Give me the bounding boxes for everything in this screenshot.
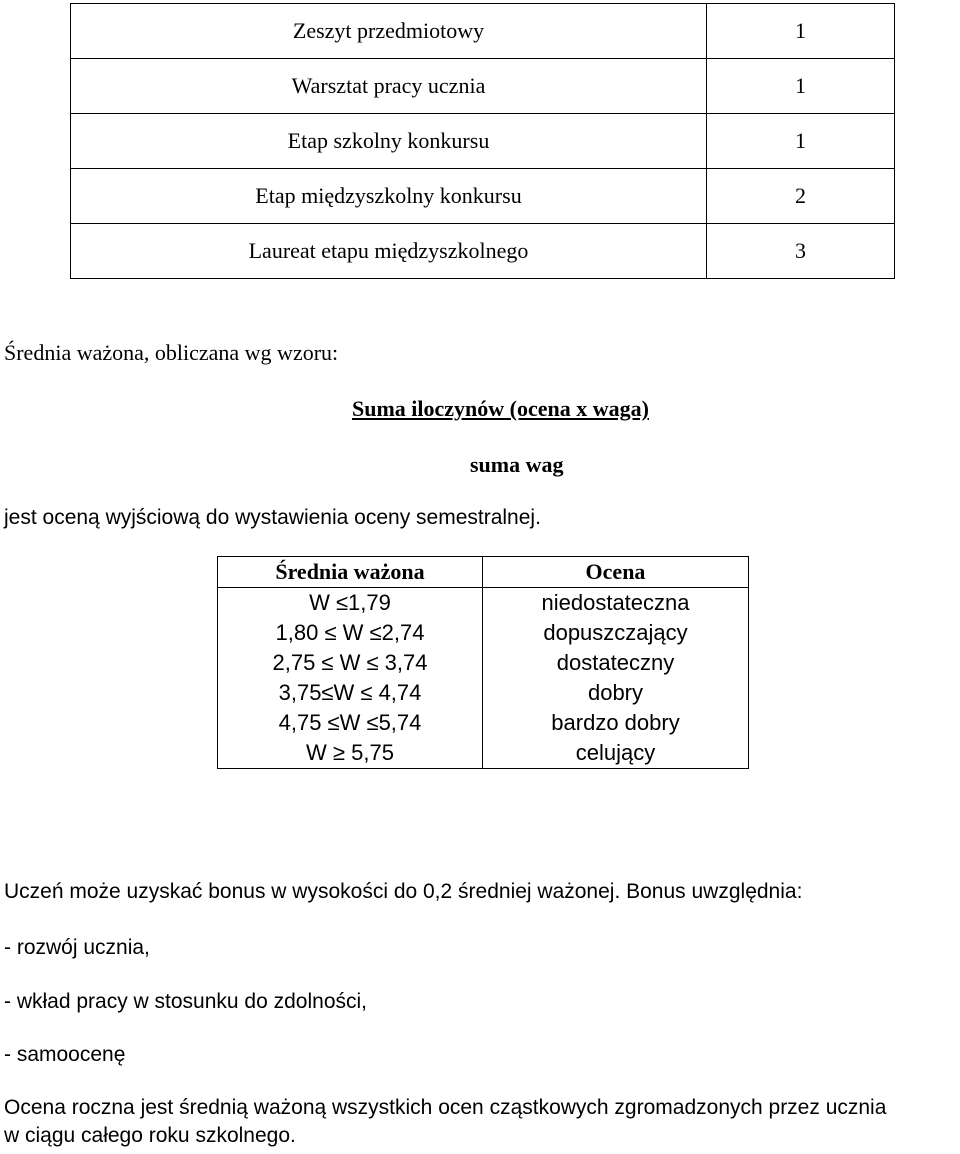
weight-label: Laureat etapu międzyszkolnego: [71, 224, 707, 279]
weight-value: 2: [707, 169, 895, 224]
grade-cell: dopuszczający: [483, 618, 749, 648]
weight-label: Etap szkolny konkursu: [71, 114, 707, 169]
range-cell: W ≥ 5,75: [218, 738, 483, 769]
formula-denominator: suma wag: [470, 452, 564, 477]
range-cell: 4,75 ≤W ≤5,74: [218, 708, 483, 738]
grade-scale-table: [217, 556, 749, 769]
grade-cell: dostateczny: [483, 648, 749, 678]
range-cell: 1,80 ≤ W ≤2,74: [218, 618, 483, 648]
column-header-grade: Ocena: [483, 557, 749, 588]
range-cell: 3,75≤W ≤ 4,74: [218, 678, 483, 708]
weight-label: Zeszyt przedmiotowy: [71, 4, 707, 59]
range-cell: W ≤1,79: [218, 588, 483, 619]
table-row: [71, 224, 895, 279]
table-row: [218, 648, 749, 678]
weight-value: 1: [707, 59, 895, 114]
weights-table: [70, 3, 895, 279]
table-row: [71, 59, 895, 114]
grade-cell: bardzo dobry: [483, 708, 749, 738]
table-row: [218, 708, 749, 738]
bonus-item: - wkład pracy w stosunku do zdolności,: [4, 990, 367, 1013]
weight-label: Etap międzyszkolny konkursu: [71, 169, 707, 224]
formula-intro: Średnia ważona, obliczana wg wzoru:: [4, 340, 339, 365]
table-row: [71, 114, 895, 169]
range-cell: 2,75 ≤ W ≤ 3,74: [218, 648, 483, 678]
final-note-line-2: w ciągu całego roku szkolnego.: [4, 1124, 296, 1147]
table-row: [71, 169, 895, 224]
grade-cell: celujący: [483, 738, 749, 769]
bonus-intro: Uczeń może uzyskać bonus w wysokości do 0,2 średniej ważonej. Bonus uwzględnia:: [4, 880, 803, 903]
final-note-line-1: Ocena roczna jest średnią ważoną wszystkich ocen cząstkowych zgromadzonych przez ucznia: [4, 1096, 887, 1119]
weight-value: 1: [707, 114, 895, 169]
table-row: [218, 618, 749, 648]
weight-label: Warsztat pracy ucznia: [71, 59, 707, 114]
table-row: [218, 678, 749, 708]
weight-value: 1: [707, 4, 895, 59]
table-row: [218, 588, 749, 619]
weight-value: 3: [707, 224, 895, 279]
table-header-row: [218, 557, 749, 588]
table-row: [71, 4, 895, 59]
table-row: [218, 738, 749, 769]
bonus-item: - samoocenę: [4, 1043, 126, 1066]
grade-cell: dobry: [483, 678, 749, 708]
grade-cell: niedostateczna: [483, 588, 749, 619]
formula-numerator: Suma iloczynów (ocena x waga): [352, 396, 649, 421]
column-header-average: Średnia ważona: [218, 557, 483, 588]
bonus-item: - rozwój ucznia,: [4, 936, 150, 959]
formula-outro: jest oceną wyjściową do wystawienia oceny semestralnej.: [4, 506, 541, 529]
